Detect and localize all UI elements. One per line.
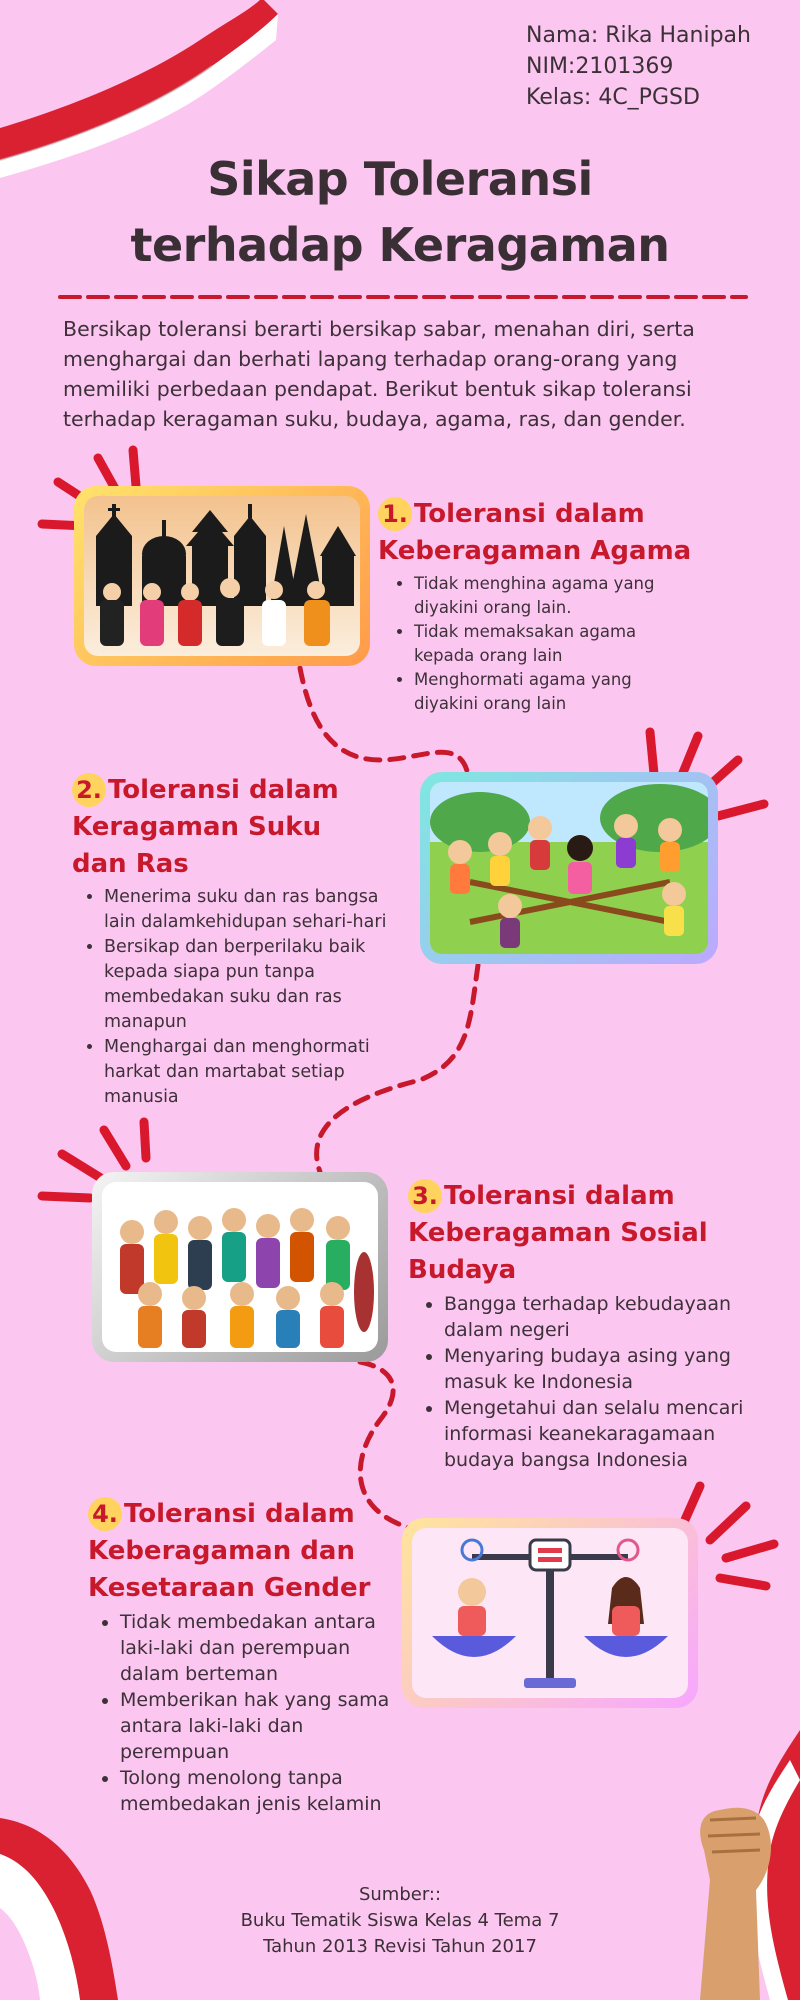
- section-2-title-line-3: dan Ras: [72, 849, 189, 879]
- title-line-2: terhadap Keragaman: [130, 218, 670, 272]
- section-gender: [88, 1496, 418, 1817]
- list-item: • Tidak membedakan antara laki-laki dan perempuan dalam berteman: [120, 1609, 398, 1687]
- list-item: • Bangga terhadap kebudayaan dalam negeri: [444, 1291, 752, 1343]
- section-4-title: [88, 1496, 418, 1607]
- list-item: • Memberikan hak yang sama antara laki-laki dan perempuan: [120, 1687, 398, 1765]
- title-line-1: Sikap Toleransi: [207, 152, 593, 206]
- section-3-title-line-2: Keberagaman Sosial: [408, 1218, 708, 1248]
- section-3-number: 3.: [408, 1179, 442, 1213]
- section-religion: [378, 496, 738, 716]
- sources-line-1: Buku Tematik Siswa Kelas 4 Tema 7: [240, 1910, 560, 1931]
- intro-paragraph: Bersikap toleransi berarti bersikap sabar, menahan diri, serta menghargai dan berhati lapang terhadap orang-orang yang memiliki perbedaan pendapat. Berikut bentuk sikap toleransi terhadap keragaman suku, budaya, agama, ras, dan gender.: [63, 317, 695, 431]
- section-1-title: [378, 496, 738, 570]
- section-3-list: [422, 1291, 752, 1473]
- section-2-list: [82, 885, 392, 1110]
- gender-equality-illustration: [402, 1518, 698, 1708]
- section-3-title-line-3: Budaya: [408, 1255, 517, 1285]
- section-4-list: [98, 1609, 398, 1817]
- section-3-title-line-1: Toleransi dalam: [444, 1181, 675, 1211]
- section-1-title-line-2: Keberagaman Agama: [378, 536, 692, 566]
- culture-illustration: [92, 1172, 388, 1362]
- section-1-number: 1.: [378, 497, 412, 531]
- sources-line-2: Tahun 2013 Revisi Tahun 2017: [263, 1936, 537, 1957]
- religion-illustration: [74, 486, 370, 666]
- gender-scale-icon: [412, 1528, 688, 1698]
- section-2-number: 2.: [72, 773, 106, 807]
- section-culture: [408, 1178, 768, 1473]
- list-item: • Menghargai dan menghormati harkat dan martabat setiap manusia: [104, 1035, 392, 1110]
- list-item: • Tolong menolong tanpa membedakan jenis kelamin: [120, 1765, 398, 1817]
- list-item: • Menerima suku dan ras bangsa lain dalamkehidupan sehari-hari: [104, 885, 392, 935]
- student-name: Nama: Rika Hanipah: [526, 23, 751, 48]
- section-4-title-line-3: Kesetaraan Gender: [88, 1573, 371, 1603]
- list-item: • Tidak memaksakan agama kepada orang lain: [414, 620, 682, 668]
- section-4-title-line-2: Keberagaman dan: [88, 1536, 355, 1566]
- section-2-title: [72, 772, 402, 883]
- section-2-title-line-1: Toleransi dalam: [108, 775, 339, 805]
- sources-block: [0, 1882, 800, 1960]
- ethnic-children-illustration: [420, 772, 718, 964]
- section-3-title: [408, 1178, 768, 1289]
- list-item: • Menyaring budaya asing yang masuk ke Indonesia: [444, 1343, 752, 1395]
- list-item: • Bersikap dan berperilaku baik kepada siapa pun tanpa membedakan suku dan ras manapun: [104, 935, 392, 1035]
- section-1-list: [392, 572, 682, 716]
- section-2-title-line-2: Keragaman Suku: [72, 812, 322, 842]
- student-nim: NIM:2101369: [526, 54, 674, 79]
- list-item: • Tidak menghina agama yang diyakini orang lain.: [414, 572, 682, 620]
- sources-heading: Sumber::: [358, 1884, 442, 1905]
- list-item: • Mengetahui dan selalu mencari informasi keanekaragamaan budaya bangsa Indonesia: [444, 1395, 752, 1473]
- student-class: Kelas: 4C_PGSD: [526, 85, 700, 110]
- section-ethnicity: [72, 772, 402, 1110]
- list-item: • Menghormati agama yang diyakini orang lain: [414, 668, 682, 716]
- section-4-number: 4.: [88, 1497, 122, 1531]
- section-4-title-line-1: Toleransi dalam: [124, 1499, 355, 1529]
- section-1-title-line-1: Toleransi dalam: [414, 499, 645, 529]
